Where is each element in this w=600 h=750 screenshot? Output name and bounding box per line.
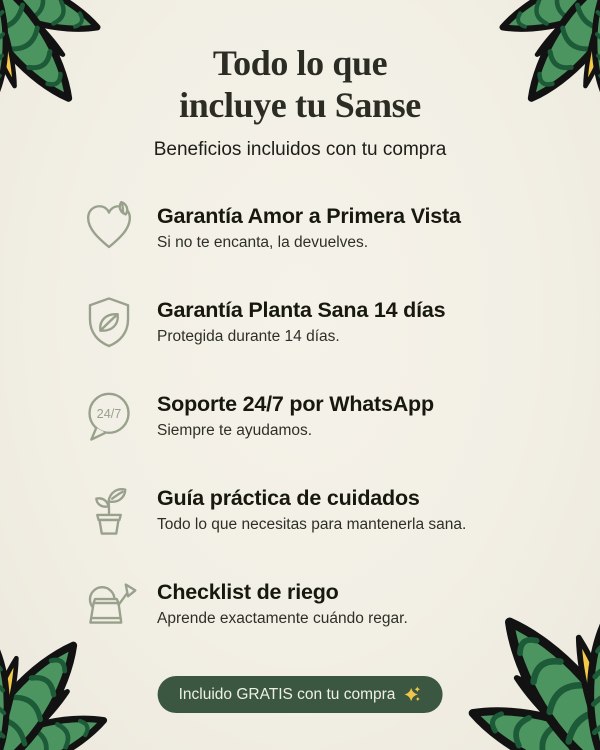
badge-24-7: 24/7 (96, 407, 122, 422)
free-included-badge[interactable] (158, 676, 443, 713)
potted-plant-icon (80, 481, 138, 539)
heart-leaf-icon (80, 199, 138, 257)
watering-can-icon (80, 575, 138, 633)
benefit-title: Checklist de riego (157, 580, 339, 605)
benefit-item-healthy-plant-guarantee (80, 293, 532, 351)
benefit-description: Si no te encanta, la devuelves. (157, 234, 369, 252)
benefit-title: Garantía Planta Sana 14 días (157, 298, 446, 323)
benefit-title: Garantía Amor a Primera Vista (157, 204, 461, 229)
benefit-description: Aprende exactamente cuándo regar. (157, 610, 408, 628)
chat-bubble-24-7-icon (80, 387, 138, 445)
benefit-title: Soporte 24/7 por WhatsApp (157, 392, 434, 417)
benefit-item-care-guide (80, 481, 532, 539)
benefit-description: Siempre te ayudamos. (157, 422, 313, 440)
benefit-item-whatsapp-support (80, 387, 532, 445)
shield-leaf-icon (80, 293, 138, 351)
benefit-item-love-guarantee (80, 199, 532, 257)
free-included-label: Incluido GRATIS con tu compra (178, 685, 396, 703)
page-title-line-2: incluye tu Sanse (179, 85, 421, 126)
page-title-line-1: Todo lo que (212, 43, 388, 83)
page-title (0, 42, 600, 126)
benefit-description: Todo lo que necesitas para mantenerla sana. (157, 516, 467, 534)
page-subtitle: Beneficios incluidos con tu compra (153, 139, 447, 161)
benefit-item-watering-checklist (80, 575, 532, 633)
benefit-description: Protegida durante 14 días. (157, 328, 340, 346)
benefit-title: Guía práctica de cuidados (157, 486, 420, 511)
snake-plant-leaves-bottom-left-icon (0, 614, 134, 750)
sparkles-icon (402, 685, 421, 704)
benefits-list (68, 199, 532, 633)
